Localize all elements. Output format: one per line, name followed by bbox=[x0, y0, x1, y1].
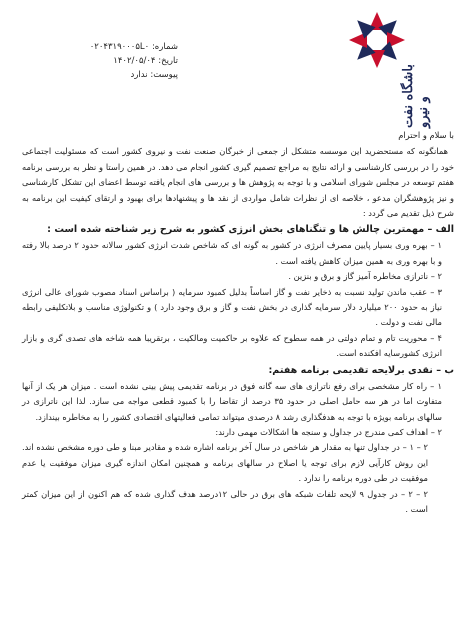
logo-wordmark: باشگاه نفت و نیرو bbox=[401, 64, 431, 128]
letter-date-label: تاریخ: bbox=[158, 56, 178, 66]
section-b-subitem: ۲ – ۱ – در جداول تنها به مقدار هر شاخص در سال آخر برنامه اشاره شده و مقادیر مبنا و طی دوره مشخص نشده اند. این روش کارآیی لازم برای توجه یا اصلاح در سالهای برنامه و همچنین امکان اندازه گیری میزان موفقیت یا عدم موفقیت در طی دوره برنامه را ندارد . bbox=[22, 442, 428, 484]
logo-emblem-icon bbox=[345, 8, 409, 72]
letter-body bbox=[22, 128, 454, 517]
greeting: با سلام و احترام bbox=[398, 130, 454, 140]
intro-paragraph: همانگونه که مستحضرید این موسسه متشکل از جمعی از خبرگان صنعت نفت و نیروی کشور است که مسئولیت اجتماعی خود را در بررسی کارشناسی و ارائه نتایج به مراجع تصمیم گیری کشور انجام می دهد. در همین راستا و نظر به بررسی برنامه هفتم توسعه در مجلس شورای اسلامی و با توجه به پژوهش ها و بررسی های انجام یافته توسط اعضای این تشکل کارشناسی و نیز پژوهشگران مدعو ، خلاصه ای از نظرات شامل مواردی از نقد ها و پیشنهادها برای بهبود و ارتقای کیفیت این برنامه به شرح ذیل تقدیم می گردد : bbox=[22, 146, 454, 219]
section-a-item: ۱ – بهره وری بسیار پایین مصرف انرژی در کشور به گونه ای که شاخص شدت انرژی کشور سالانه حدود ۲ درصد بالا رفته و با بهره وری به همین میزان کاهش یافته است . bbox=[22, 240, 442, 266]
oil-and-energy-club-logo bbox=[345, 8, 445, 128]
section-b-paragraph-1: ۱ – راه کار مشخصی برای رفع ناترازی های سه گانه فوق در برنامه تقدیمی پیش بینی نشده است . میزان هر یک از آنها متفاوت اما در هر سه حامل اصلی در حدود ۳۵ درصد از تقاضا را با کمبود قطعی مواجه می سازد. لذا این ناترازی در سالهای برنامه بویژه با توجه به هدفگذاری رشد ۸ درصدی میتواند تمامی فعالیتهای اقتصادی کشور را به مخاطره بیندازد. bbox=[22, 380, 442, 422]
letter-date-value: ۱۴۰۲/۰۵/۰۴ bbox=[113, 56, 156, 66]
section-b-heading: ب – نقدی برلایحه تقدیمی برنامه هفتم: bbox=[268, 364, 454, 376]
section-a-heading: الف – مهمترین چالش ها و تنگناهای بخش انرژی کشور به شرح زیر شناخته شده است : bbox=[47, 224, 454, 236]
letter-number-value: ۰۲۰۴۳۱۹۰۰۰۵L۰ bbox=[89, 42, 150, 52]
section-a-item: ۴ – محوریت تام و تمام دولتی در همه سطوح که علاوه بر حاکمیت ومالکیت ، برتقریبا همه شاخه های تصدی گری و بازار انرژی کشورسایه افکنده است. bbox=[22, 332, 442, 359]
letter-attachment-row bbox=[28, 68, 178, 82]
section-b-subitem: ۲ – ۲ – در جدول ۹ لایحه تلفات شبکه های برق در حالی ۱۲درصد هدف گذاری شده که هم اکنون از این میزان کمتر است . bbox=[22, 488, 428, 514]
letter-attachment-label: پیوست: bbox=[150, 70, 178, 80]
letter-number-row bbox=[28, 40, 178, 54]
section-a-item: ۲ – ناترازی مخاطره آمیز گاز و برق و بنزین . bbox=[288, 271, 442, 282]
section-b-paragraph-2: ۲ – اهداف کمی مندرج در جداول و سنجه ها اشکالات مهمی دارند: bbox=[215, 426, 442, 437]
letter-date-row bbox=[28, 54, 178, 68]
letter-number-label: شماره: bbox=[151, 42, 178, 52]
letter-attachment-value: ندارد bbox=[130, 70, 148, 80]
letter-metadata bbox=[28, 40, 178, 82]
section-a-item: ۳ – عقب ماندن تولید نسبت به ذخایر نفت و گاز اساساً بدلیل کمبود سرمایه ( براساس اسناد مصوب شورای عالی انرژی نیاز به حدود ۲۰۰ میلیارد دلار سرمایه گذاری در بخش نفت و گاز و برق وجود دارد ) و تکنولوژی مناسب و بلاتکلیفی رابطه مالی نفت و دولت . bbox=[22, 286, 442, 328]
